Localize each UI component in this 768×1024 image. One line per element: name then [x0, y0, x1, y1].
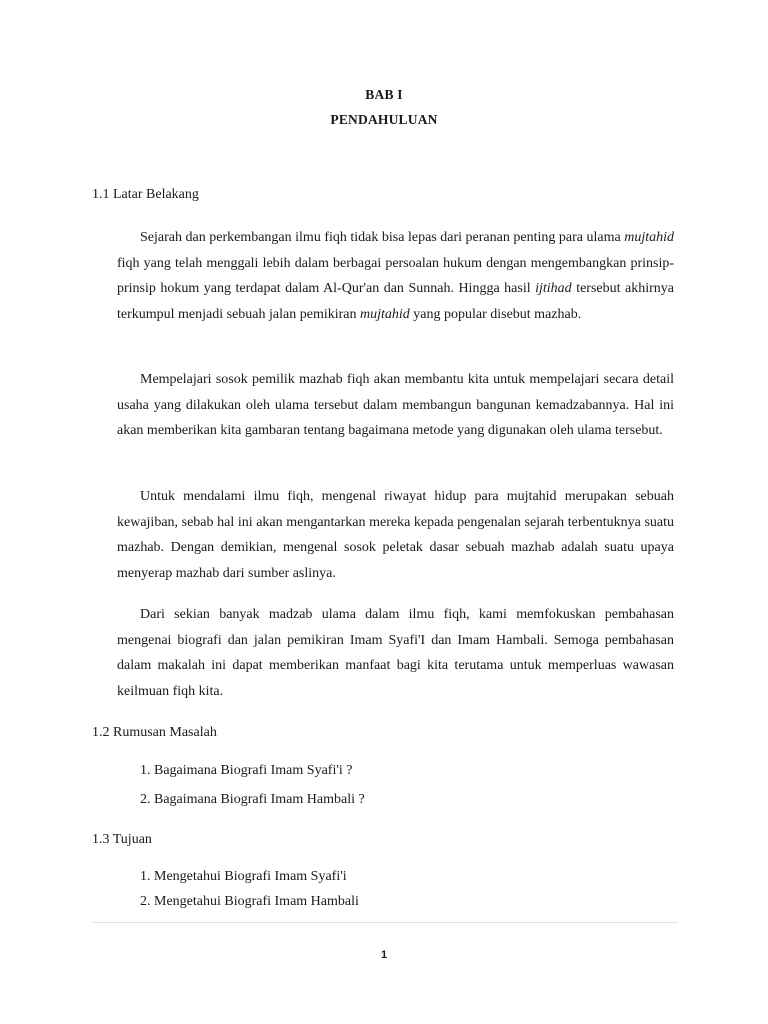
list-item: 1. Mengetahui Biografi Imam Syafi'i	[140, 869, 347, 884]
italic-term-ijtihad: ijtihad	[535, 281, 572, 296]
section-heading-rumusan-masalah: 1.2 Rumusan Masalah	[92, 725, 217, 740]
paragraph-1-text-3: tersebut akhirnya terkumpul menjadi sebuah jalan pemikiran	[117, 281, 674, 322]
page-number: 1	[380, 949, 388, 961]
paragraph-4: Dari sekian banyak madzab ulama dalam ilmu fiqh, kami memfokuskan pembahasan mengenai biografi dan jalan pemikiran Imam Syafi'I dan Imam Hambali. Semoga pembahasan dalam makalah ini dapat memberikan manfaat bagi kita terutama untuk memperluas wawasan keilmuan fiqh kita.	[117, 607, 674, 699]
paragraph-3: Untuk mendalami ilmu fiqh, mengenal riwayat hidup para mujtahid merupakan sebuah kewajiban, sebab hal ini akan mengantarkan mereka kepada pengenalan sejarah terbentuknya suatu mazhab. Dengan demikian, mengenal sosok peletak dasar sebuah mazhab adalah suatu upaya menyerap mazhab dari sumber aslinya.	[117, 489, 674, 581]
italic-term-mujtahid-2: mujtahid	[359, 306, 410, 322]
section-heading-tujuan: 1.3 Tujuan	[92, 832, 152, 847]
paragraph-2: Mempelajari sosok pemilik mazhab fiqh akan membantu kita untuk mempelajari secara detail usaha yang dilakukan oleh ulama tersebut dalam membangun bangunan kemadzabannya. Hal ini akan memberikan kita gambaran tentang bagaimana metode yang digunakan oleh ulama tersebut.	[117, 372, 674, 438]
italic-term-mujtahid: mujtahid	[624, 230, 674, 245]
list-item: 2. Mengetahui Biografi Imam Hambali	[140, 894, 359, 909]
list-item: 1. Bagaimana Biografi Imam Syafi'i ?	[140, 763, 353, 778]
section-heading-latar-belakang: 1.1 Latar Belakang	[92, 187, 199, 202]
paragraph-1	[117, 225, 674, 327]
footer-divider	[92, 922, 678, 923]
paragraph-1-text-2: fiqh yang telah menggali lebih dalam berbagai persoalan hukum dengan mengembangkan prinsip-prinsip hokum yang terdapat dalam Al-Qur'an dan Sunnah. Hingga hasil	[117, 255, 674, 296]
paragraph-1-text-1: Sejarah dan perkembangan ilmu fiqh tidak bisa lepas dari peranan penting para ulama	[140, 230, 625, 245]
chapter-number: BAB I	[365, 87, 403, 102]
list-item: 2. Bagaimana Biografi Imam Hambali ?	[140, 792, 365, 807]
paragraph-1-text-4: yang popular disebut mazhab.	[409, 306, 582, 322]
chapter-title: PENDAHULUAN	[330, 112, 438, 127]
